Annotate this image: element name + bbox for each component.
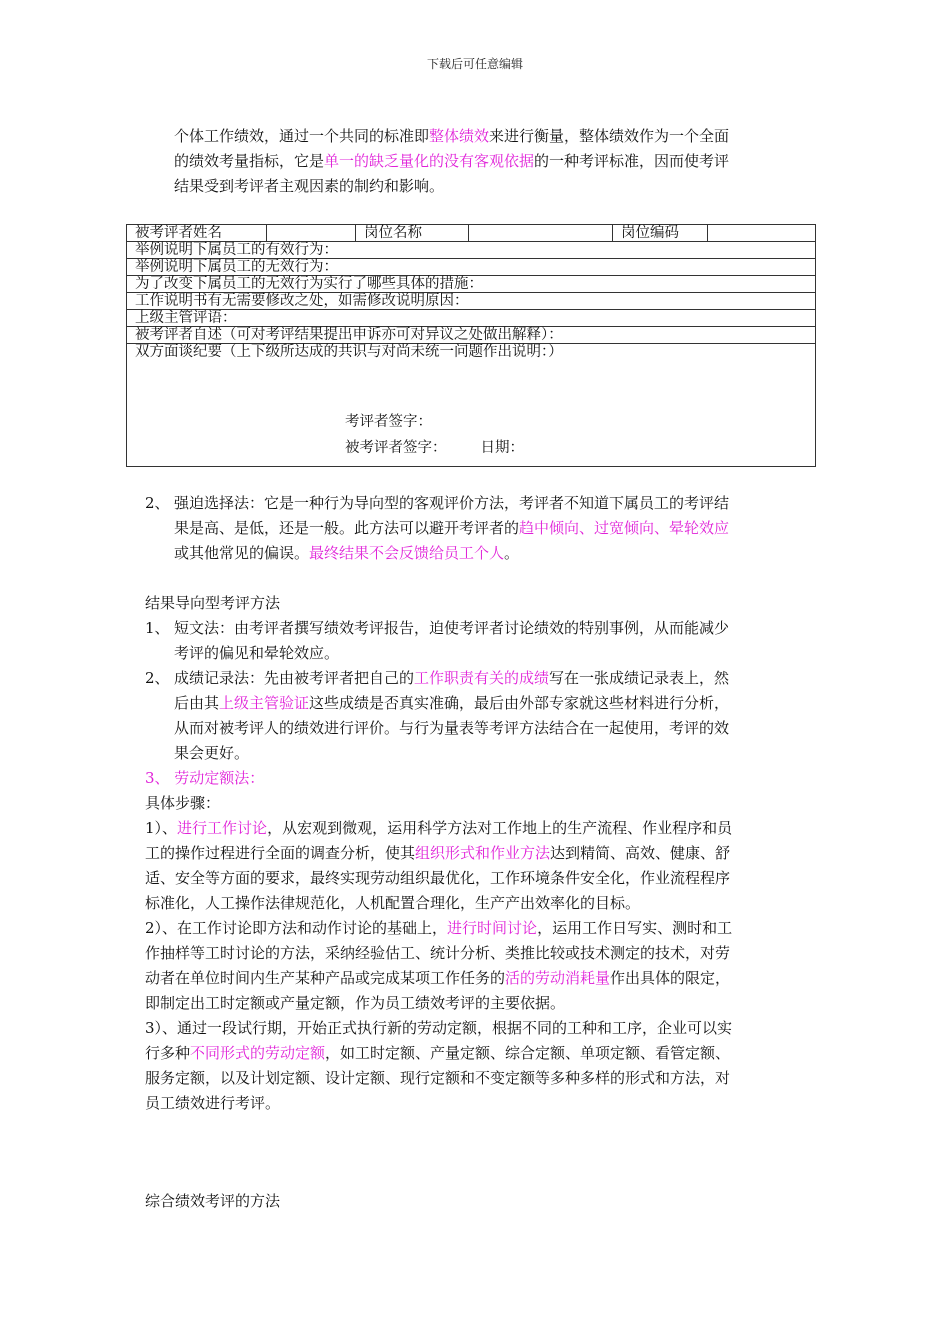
name-label: 被考评者姓名 [127,225,267,242]
highlight: 整体绩效 [429,127,490,145]
text: 或其他常见的偏误。 [174,544,310,562]
step3-line-4: 员工绩效进行考评。 [145,1094,281,1112]
text: 达到精简、高效、健康、舒 [550,844,731,862]
text: 这些成绩是否真实准确，最后由外部专家就这些材料进行分析， [309,694,730,712]
form-row-self-statement: 被考评者自述（可对考评结果提出申诉亦可对异议之处做出解释）： [127,327,816,344]
text: 2）、在工作讨论即方法和动作讨论的基础上， [145,919,448,937]
step2-line-4: 即制定出工时定额或产量定额，作为员工绩效考评的主要依据。 [145,994,566,1012]
text: ，如工时定额、产量定额、综合定额、单项定额、看管定额、 [325,1044,731,1062]
item2-line-2 [174,691,729,716]
step2-line-3 [145,966,730,991]
highlight: 组织形式和作业方法 [415,844,551,862]
text: 工的操作过程进行全面的调查分析，使其 [145,844,416,862]
step2-line-1 [145,916,732,941]
forced-line-3 [174,541,519,566]
name-value-cell [267,225,356,242]
highlight: 不同形式的劳动定额 [190,1044,326,1062]
step1-line-4: 标准化，人工操作法律规范化，人机配置合理化，生产产出效率化的目标。 [145,894,641,912]
intro-line-2 [174,149,729,174]
evaluatee-signature: 被考评者签字： [345,440,447,456]
interview-label: 双方面谈纪要（上下级所达成的共识与对尚未统一问题作出说明：） [135,344,563,360]
item2-line-4: 果会更好。 [174,744,250,762]
text: 行多种 [145,1044,191,1062]
step1-line-1 [145,816,732,841]
intro-line-1 [174,124,729,149]
item1-line-2: 考评的偏见和晕轮效应。 [174,644,340,662]
form-row-measures: 为了改变下属员工的无效行为实行了哪些具体的措施： [127,276,816,293]
steps-heading: 具体步骤： [145,794,221,812]
item1-line-1: 短文法：由考评者撰写绩效考评报告，迫使考评者讨论绩效的特别事例，从而能减少 [174,619,730,637]
text: 动者在单位时间内生产某种产品或完成某项工作任务的 [145,969,506,987]
step3-line-1: 3）、通过一段试行期，开始正式执行新的劳动定额，根据不同的工种和工序，企业可以实 [145,1019,733,1037]
text: 个体工作绩效，通过一个共同的标准即 [174,127,430,145]
item2-line-3: 从而对被考评人的绩效进行评价。与行为量表等考评方法结合在一起使用，考评的效 [174,719,730,737]
step3-line-3: 服务定额，以及计划定额、设计定额、现行定额和不变定额等多种多样的形式和方法，对 [145,1069,731,1087]
forced-line-2 [174,516,729,541]
text: ，运用工作日写实、测时和工 [537,919,733,937]
code-label: 岗位编码 [613,225,708,242]
result-title: 结果导向型考评方法 [145,594,281,612]
text: 果是高、是低，还是一般。此方法可以避开考评者的 [174,519,520,537]
forced-line-1: 强迫选择法：它是一种行为导向型的客观评价方法，考评者不知道下属员工的考评结 [174,494,730,512]
item2-line-1 [174,666,729,691]
form-header-row [127,225,816,242]
text: ，从宏观到微观，运用科学方法对工作地上的生产流程、作业程序和员 [267,819,733,837]
forced-num: 2、 [145,494,170,512]
intro-line-3: 结果受到考评者主观因素的制约和影响。 [174,177,445,195]
text: 的一种考评标准，因而使考评 [534,152,730,170]
highlight: 进行时间讨论 [447,919,538,937]
post-value-cell [469,225,613,242]
text: 。 [504,544,520,562]
step1-line-3: 适、安全等方面的要求，最终实现劳动组织最优化，工作环境条件安全化，作业流程程序 [145,869,731,887]
highlight: 趋中倾向、过宽倾向、晕轮效应 [519,519,730,537]
step1-line-2 [145,841,730,866]
evaluatee-signature-line [345,440,524,456]
highlight: 最终结果不会反馈给员工个人 [309,544,505,562]
date-label: 日期： [480,440,524,456]
form-row-job-description: 工作说明书有无需要修改之处，如需修改说明原因： [127,293,816,310]
text: 后由其 [174,694,220,712]
text: 1）、 [145,819,178,837]
step2-line-2: 作抽样等工时讨论的方法，采纳经验估工、统计分析、类推比较或技术测定的技术，对劳 [145,944,731,962]
form-row-supervisor-comment: 上级主管评语： [127,310,816,327]
text: 来进行衡量，整体绩效作为一个全面 [489,127,730,145]
text: 写在一张成绩记录表上，然 [549,669,730,687]
evaluation-form [126,224,816,467]
highlight: 活的劳动消耗量 [505,969,611,987]
item1-num: 1、 [145,619,170,637]
text: 的绩效考量指标，它是 [174,152,325,170]
step3-line-2 [145,1041,730,1066]
text: 成绩记录法：先由被考评者把自己的 [174,669,415,687]
form-row-effective: 举例说明下属员工的有效行为： [127,242,816,259]
post-label: 岗位名称 [356,225,469,242]
highlight: 进行工作讨论 [177,819,268,837]
text: 作出具体的限定， [610,969,731,987]
highlight: 上级主管验证 [219,694,310,712]
code-value-cell [708,225,816,242]
final-title: 综合绩效考评的方法 [145,1192,281,1210]
highlight: 单一的缺乏量化的没有客观依据 [324,152,535,170]
form-row-interview [127,344,816,467]
page-header: 下载后可任意编辑 [426,57,523,71]
evaluator-signature: 考评者签字： [345,414,432,430]
highlight: 工作职责有关的成绩 [414,669,550,687]
form-row-ineffective: 举例说明下属员工的无效行为： [127,259,816,276]
item2-num: 2、 [145,669,170,687]
item3-heading: 3、 劳动定额法： [145,769,265,787]
